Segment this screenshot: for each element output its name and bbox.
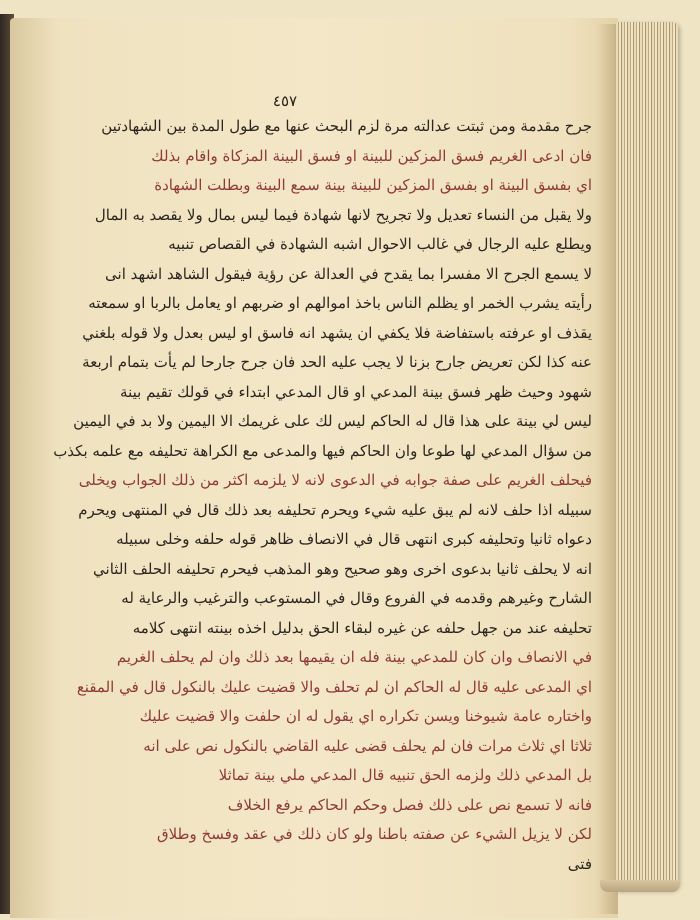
text-line-24: فانه لا تسمع نص على ذلك فصل وحكم الحاكم يرفع الخلاف	[227, 795, 592, 814]
text-line-4: ولا يقبل من النساء تعديل ولا تجريح لانها شهادة فيما ليس بمال ولا يقصد به المال	[94, 205, 592, 224]
text-line-12: من سؤال المدعي لها طوعا وان الحاكم فيها والمدعى مع الكراهة تحليفه مع علمه بكذب	[53, 441, 592, 460]
text-line-3: اي بفسق البينة او بفسق المزكين للبينة بينة سمع البينة وبطلت الشهادة	[154, 176, 592, 194]
text-line-26: فتى	[567, 854, 592, 873]
text-line-22: ثلاثا اي ثلاث مرات فان لم يحلف قضى عليه القاضي بالنكول نص على انه	[143, 736, 592, 755]
text-line-20: اي المدعى عليه قال له الحاكم ان لم تحلف والا قضيت عليك بالنكول قال في المقنع	[76, 677, 592, 696]
text-line-1: جرح مقدمة ومن ثبتت عدالته مرة لزم البحث عنها مع طول المدة بين الشهادتين	[101, 117, 592, 135]
text-line-21: واختاره عامة شيوخنا ويسن تكراره اي يقول له ان حلفت والا قضيت عليك	[139, 707, 592, 725]
text-line-6: لا يسمع الجرح الا مفسرا بما يقدح في العدالة عن رؤية فيقول الشاهد اشهد انى	[105, 264, 592, 283]
text-line-15: دعواه ثانيا وتحليفه كبرى انتهى قال في الانصاف ظاهر قوله حلفه وخلى سبيله	[116, 530, 592, 548]
text-line-13: فيحلف الغريم على صفة جوابه في الدعوى لانه لا يلزمه اكثر من ذلك الجواب ويخلى	[78, 471, 592, 489]
text-line-19: في الانصاف وان كان للمدعي بينة فله ان يقيمها بعد ذلك وان لم يحلف الغريم	[116, 648, 592, 666]
page-gutter-shadow	[596, 24, 618, 914]
text-line-25: لكن لا يزيل الشيء عن صفته باطنا ولو كان ذلك في عقد وفسخ وطلاق	[156, 825, 592, 843]
text-line-9: عنه كذا لكن تعريض جارح بزنا لا يجب عليه الحد فان جرح جارحا لم يأت بتمام اربعة	[82, 353, 592, 371]
text-line-7: رأيته يشرب الخمر او يظلم الناس باخذ اموالهم او ضربهم او يعامل بالربا او سمعته	[88, 294, 592, 312]
manuscript-text	[40, 112, 592, 879]
text-line-2: فان ادعى الغريم فسق المزكين للبينة او فسق البينة المزكاة واقام بذلك	[151, 146, 592, 165]
text-line-11: ليس لي بينة على هذا قال له الحاكم ليس لك على غريمك الا اليمين ولا بد في اليمين	[73, 412, 592, 430]
page-number: ٤٥٧	[272, 92, 298, 110]
page-stack-bottom	[600, 880, 680, 892]
text-line-16: انه لا يحلف ثانيا بدعوى اخرى وهو صحيح وهو المذهب فيحرم تحليفه الحلف الثاني	[93, 559, 592, 578]
text-line-14: سبيله اذا حلف لانه لم يبق عليه شيء ويحرم تحليفه بعد ذلك قال في المنتهى ويحرم	[78, 500, 592, 519]
text-line-10: شهود وحيث ظهر فسق بينة المدعي او قال المدعي ابتداء في قولك تقيم بينة	[120, 382, 592, 401]
text-line-17: الشارح وغيرهم وقدمه في الفروع وقال في المستوعب والترغيب والرعاية له	[121, 589, 592, 607]
text-line-23: بل المدعي ذلك ولزمه الحق تنبيه قال المدعي ملي بينة تماثلا	[218, 766, 592, 784]
page-stack-edges	[616, 22, 678, 890]
text-line-5: ويطلع عليه الرجال في غالب الاحوال اشبه الشهادة في القصاص تنبيه	[168, 235, 592, 253]
text-line-18: تحليفه عند من جهل حلفه عن غيره لبقاء الحق بدليل اخذه بينته انتهى كلامه	[132, 618, 592, 637]
text-line-8: يقذف او عرفته باستفاضة فلا يكفي ان يشهد انه فاسق او ليس بعدل ولا قوله بلغني	[82, 323, 592, 342]
